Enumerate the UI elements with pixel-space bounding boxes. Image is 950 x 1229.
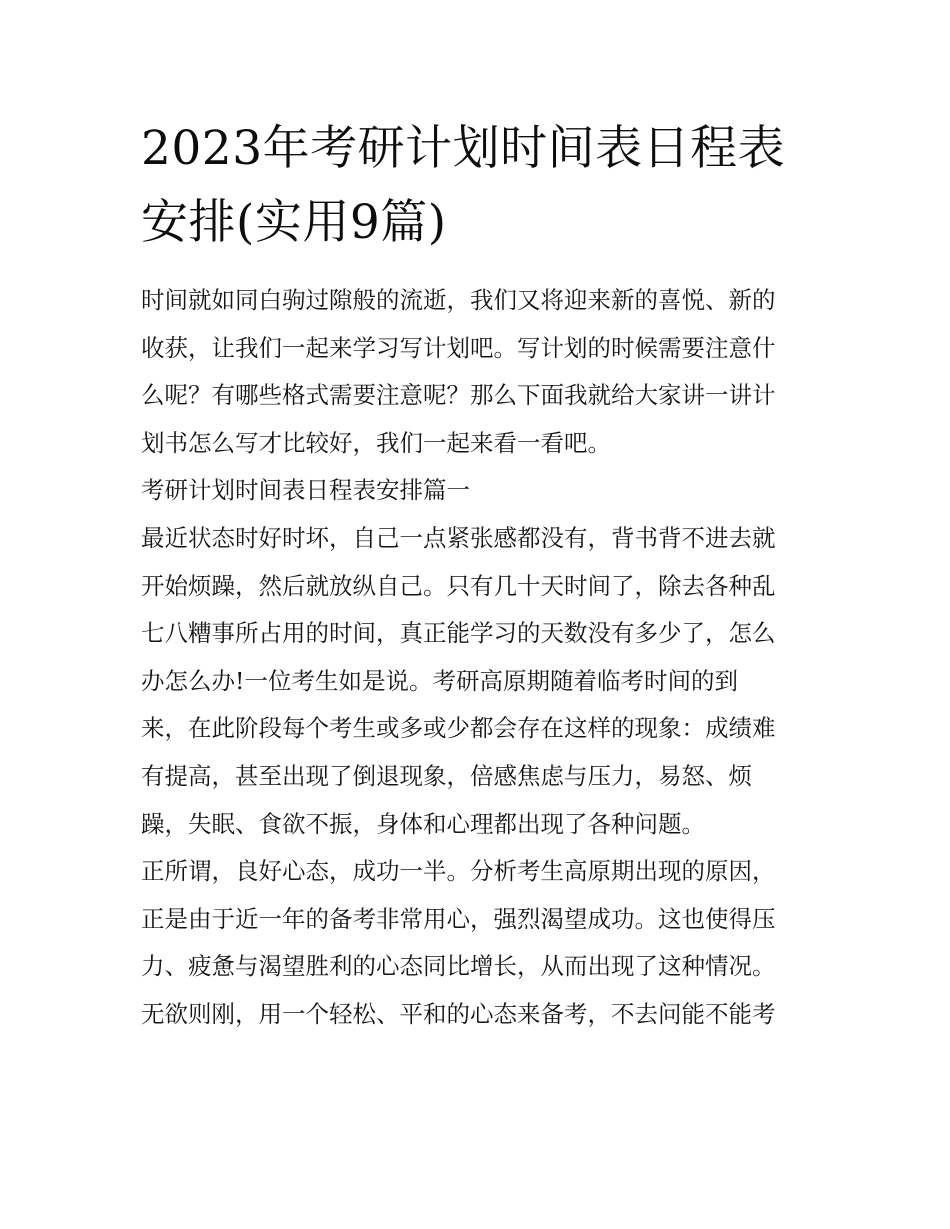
intro-text-line: 收获，让我们一起来学习写计划吧。写计划的时候需要注意什	[141, 333, 776, 362]
paragraph-text-line: 正是由于近一年的备考非常用心，强烈渴望成功。这也使得压	[141, 904, 776, 933]
paragraph-text-line: 七八糟事所占用的时间，真正能学习的天数没有多少了，怎么	[141, 619, 776, 648]
paragraph-text-line: 有提高，甚至出现了倒退现象，倍感焦虑与压力，易怒、烦	[141, 761, 752, 790]
document-body	[141, 280, 831, 1042]
paragraph-text-line: 正所谓，良好心态，成功一半。分析考生高原期出现的原因，	[141, 857, 776, 886]
paragraph-text-line: 办怎么办!一位考生如是说。考研高原期随着临考时间的到	[141, 666, 738, 695]
paragraph-text-line: 开始烦躁，然后就放纵自己。只有几十天时间了，除去各种乱	[141, 571, 776, 600]
intro-text-line: 时间就如同白驹过隙般的流逝，我们又将迎来新的喜悦、新的	[141, 286, 776, 314]
intro-text-line: 划书怎么写才比较好，我们一起来看一看吧。	[141, 428, 611, 457]
title-line: 2023年考研计划时间表日程表	[141, 121, 786, 176]
title-line: 安排(实用9篇)	[141, 195, 447, 250]
section-heading: 考研计划时间表日程表安排篇一	[141, 476, 470, 505]
document-title	[141, 112, 831, 260]
intro-text-line: 么呢？有哪些格式需要注意呢？那么下面我就给大家讲一讲计	[141, 381, 776, 410]
paragraph-text-line: 无欲则刚，用一个轻松、平和的心态来备考，不去问能不能考	[141, 999, 776, 1028]
paragraph-text-line: 躁，失眠、食欲不振，身体和心理都出现了各种问题。	[141, 809, 705, 838]
paragraph-text-line: 最近状态时好时坏，自己一点紧张感都没有，背书背不进去就	[141, 523, 776, 552]
paragraph-text-line: 力、疲惫与渴望胜利的心态同比增长，从而出现了这种情况。	[141, 952, 776, 981]
paragraph-text-line: 来，在此阶段每个考生或多或少都会存在这样的现象：成绩难	[141, 714, 776, 743]
